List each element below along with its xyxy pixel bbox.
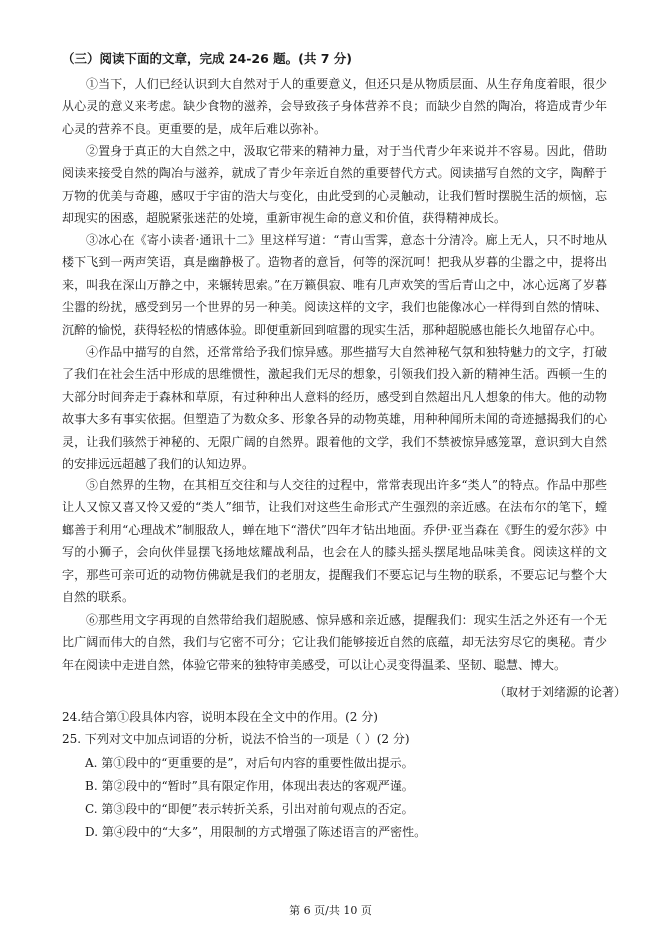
option-c: C. 第③段中的“即便”表示转折关系，引出对前句观点的否定。 [85,802,414,816]
option-b: B. 第②段中的“暂时”具有限定作用，体现出表达的客观严谨。 [85,779,414,793]
paragraph-2: ②置身于真正的大自然之中，汲取它带来的精神力量，对于当代青少年来说并不容易。因此，借助阅读来接受自然的陶冶与滋养，就成了青少年亲近自然的重要替代方式。阅读描写自然的文字，陶醉于万物的优美与奇趣，感叹于宇宙的浩大与变化，由此受到的心灵触动，让我们暂时摆脱生活的烦恼，忘却现实的困惑，超脱紧张迷茫的处境，重新审视生命的意义和价值，获得精神成长。 [62,144,607,226]
question-24: 24.结合第①段具体内容，说明本段在全文中的作用。(2 分) [62,710,378,724]
option-d: D. 第④段中的“大多”，用限制的方式增强了陈述语言的严密性。 [85,825,427,839]
paragraph-1: ①当下，人们已经认识到大自然对于人的重要意义，但还只是从物质层面、从生存角度着眼，很少从心灵的意义来考虑。缺少食物的滋养，会导致孩子身体营养不良；而缺少自然的陶冶，将造成青少年心灵的营养不良。更重要的是，成年后难以弥补。 [62,77,607,136]
source-attribution: （取材于刘绪源的论著） [493,685,626,699]
paragraph-3: ③冰心在《寄小读者·通讯十二》里这样写道：“青山雪霁，意态十分清冷。廊上无人，只不时地从楼下飞到一两声笑语，真是幽静极了。造物者的意旨，何等的深沉呵！把我从岁暮的尘嚣之中，提将出来，叫我在深山万静之中，来辗转思索。”在万籁俱寂、唯有几声欢笑的雪后青山之中，冰心远离了岁暮尘嚣的纷扰，感受到另一个世界的另一种美。阅读这样的文字，我们也能像冰心一样得到自然的情味、沉醉的愉悦，获得轻松的情感体验。即便重新回到喧嚣的现实生活，那种超脱感也能长久地留存心中。 [62,233,607,337]
paragraph-6: ⑥那些用文字再现的自然带给我们超脱感、惊异感和亲近感，提醒我们：现实生活之外还有一个无比广阔而伟大的自然，我们与它密不可分；它让我们能够接近自然的底蕴，却无法穷尽它的奥秘。青少年在阅读中走进自然，体验它带来的独特审美感受，可以让心灵变得温柔、坚韧、聪慧、博大。 [62,613,607,672]
paragraph-5: ⑤自然界的生物，在其相互交往和与人交往的过程中，常常表现出许多“类人”的特点。作品中那些让人又惊又喜又怜又爱的“类人”细节，让我们对这些生命形式产生强烈的亲近感。在法布尔的笔下，螳螂善于利用“心理战术”制服敌人，蝉在地下“潜伏”四年才钻出地面。乔伊·亚当森在《野生的爱尔莎》中写的小狮子，会向伙伴显摆飞扬地炫耀战利品，也会在人的膝头摇头摆尾地品味美食。阅读这样的文字，那些可亲可近的动物仿佛就是我们的老朋友，提醒我们不要忘记与生物的联系，不要忘记与整个大自然的联系。 [62,478,607,605]
option-a: A. 第①段中的“更重要的是”，对后句内容的重要性做出提示。 [85,756,414,770]
page-number: 第 6 页/共 10 页 [289,904,372,917]
section-heading: （三）阅读下面的文章，完成 24-26 题。(共 7 分) [62,51,353,66]
paragraph-4: ④作品中描写的自然，还常常给予我们惊异感。那些描写大自然神秘气氛和独特魅力的文字，打破了我们在社会生活中形成的思维惯性，激起我们无尽的想象，引领我们投入新的精神生活。西顿一生的大部分时间奔走于森林和草原，有过种种出人意料的经历，感受到自然超出凡人想象的伟大。他的动物故事大多有事实依据。但塑造了为数众多、形象各异的动物英雄，用种种闻所未闻的奇迹撼揭我们的心灵，让我们骇然于神秘的、无限广阔的自然界。跟着他的文学，我们不禁被惊异感笼罩，意识到大自然的安排远远超越了我们的认知边界。 [62,345,607,472]
question-25: 25. 下列对文中加点词语的分析，说法不恰当的一项是（ ）(2 分) [62,732,410,746]
